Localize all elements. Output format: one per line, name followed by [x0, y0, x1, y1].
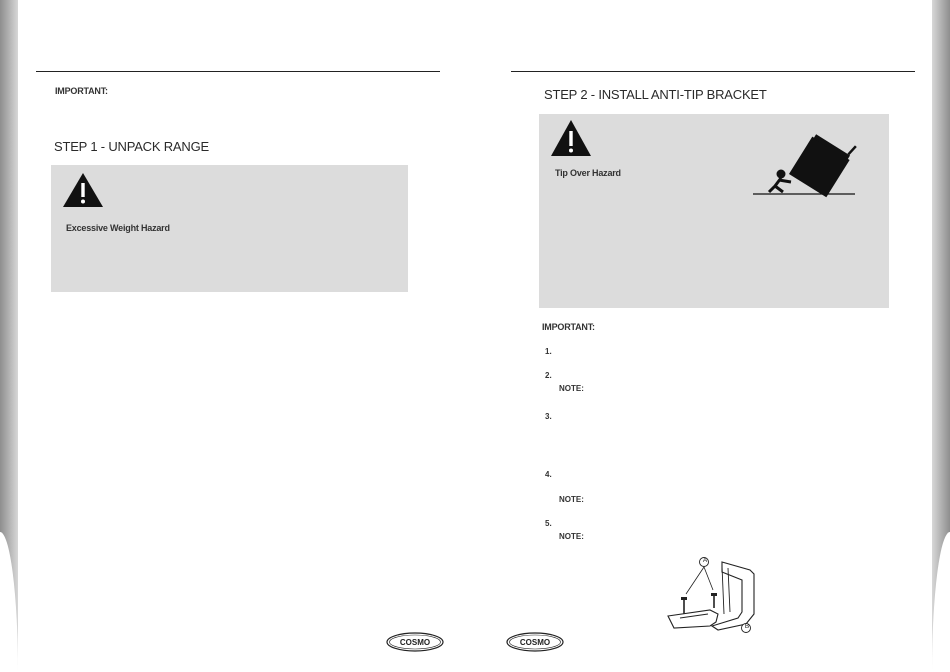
step-number-3: 3. [545, 412, 552, 421]
step-number-1: 1. [545, 347, 552, 356]
tip-over-illustration-icon [751, 128, 857, 198]
cosmo-logo-right [506, 632, 564, 652]
step1-title: STEP 1 - UNPACK RANGE [54, 139, 209, 154]
important-label-right: IMPORTANT: [542, 322, 595, 332]
header-rule-right [511, 71, 915, 72]
header-rule-left [36, 71, 440, 72]
step2-title: STEP 2 - INSTALL ANTI-TIP BRACKET [544, 87, 767, 102]
bracket-callout-b: B [744, 623, 750, 630]
cosmo-logo-left [386, 632, 444, 652]
hazard-label-tip-over: Tip Over Hazard [555, 168, 621, 178]
note-label-2: NOTE: [559, 384, 584, 393]
svg-text:COSMO: COSMO [519, 638, 551, 647]
hazard-label-weight: Excessive Weight Hazard [66, 223, 170, 233]
step-number-4: 4. [545, 470, 552, 479]
step-number-5: 5. [545, 519, 552, 528]
weight-warning-box [51, 165, 408, 292]
svg-text:COSMO: COSMO [399, 638, 431, 647]
warning-triangle-icon [550, 119, 592, 157]
page-edge-right [932, 0, 950, 672]
bracket-callout-a: A [702, 557, 708, 564]
page-edge-left [0, 0, 18, 672]
tip-over-warning-box [539, 114, 889, 308]
important-label-left: IMPORTANT: [55, 86, 108, 96]
note-label-4: NOTE: [559, 495, 584, 504]
step-number-2: 2. [545, 371, 552, 380]
warning-triangle-icon [62, 172, 104, 208]
note-label-5: NOTE: [559, 532, 584, 541]
